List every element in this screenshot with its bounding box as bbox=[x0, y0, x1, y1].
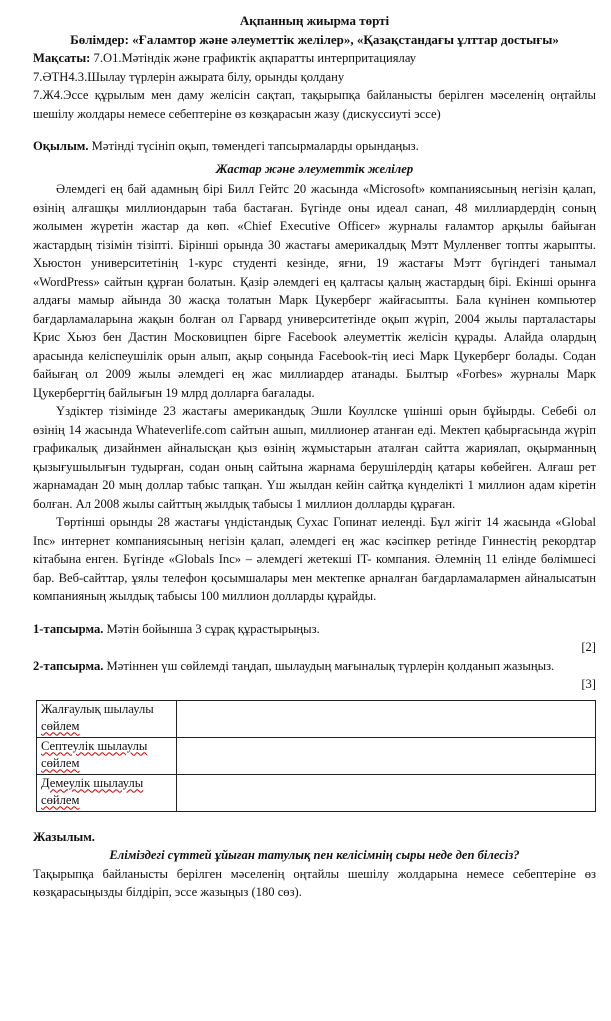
row-label-line-2: сөйлем bbox=[41, 755, 80, 770]
row-label-line-1: Демеулік шылаулы bbox=[41, 775, 144, 790]
row-label-line-1: Жалғаулық шылаулы bbox=[41, 701, 154, 716]
row-label bbox=[37, 737, 177, 774]
table-row bbox=[37, 774, 596, 811]
text-paragraph-2: Үздіктер тізімінде 23 жастағы американдық Эшли Коуллске үшінші орын бұйырды. Себебі ол өзінің 14 жасында Whateverlife.com сайтын ашып, миллионер атанған еді. Мектеп қабырғасында жүріп графикалық дизайнмен айналысқан қыз өзінің жұмыстарын аталған сайтта жариялап, оқырманның қызығушылығын тудырған, содан оның сайтына жарнама берушілердің қатары көбейген. Алғаш рет жарнамадан 20 мың доллар табыс тапқан. Үш жылдан кейін сайтқа күнделікті 1 миллион адам кіретін болған. Ал 2008 жылы сайттың жылдық табысы 1 миллион долларды құраған. bbox=[33, 404, 596, 511]
answer-cell[interactable] bbox=[176, 737, 595, 774]
reading-instruction-text: Мәтінді түсініп оқып, төмендегі тапсырмаларды орындаңыз. bbox=[88, 139, 419, 153]
row-label-line-2: сөйлем bbox=[41, 718, 80, 733]
row-label-line-1: Септеулік шылаулы bbox=[41, 738, 148, 753]
objective-1-text: 7.О1.Мәтіндік және графиктік ақпаратты интерпритациялау bbox=[90, 51, 417, 65]
row-label-line-2: сөйлем bbox=[41, 792, 80, 807]
task-2-text: Мәтіннен үш сөйлемді таңдап, шылаудың мағыналық түрлерін қолданып жазыңыз. bbox=[103, 658, 555, 673]
objective-2: 7.ӘТН4.3.Шылау түрлерін ажырата білу, орынды қолдану bbox=[33, 69, 345, 84]
task-1-score: [2] bbox=[581, 640, 596, 654]
answer-cell[interactable] bbox=[176, 774, 595, 811]
writing-instruction: Тақырыпқа байланысты берілген мәселенің оңтайлы шешілу жолдарына немесе себептеріне өз көзқарасыңызды білдіріп, эссе жазыңыз (180 сөз). bbox=[33, 866, 596, 899]
task-1 bbox=[33, 620, 596, 639]
answer-table bbox=[36, 700, 596, 812]
date-title: Ақпанның жиырма төрті bbox=[239, 13, 390, 28]
objective-3: 7.Ж4.Эссе құрылым мен даму желісін сақтап, тақырыпқа байланысты берілген мәселенің оңтайлы шешілу жолдары немесе себептеріне өз көзқарасын жазу (дискуссиуті эссе) bbox=[33, 88, 596, 121]
text-paragraph-3: Төртінші орынды 28 жастағы үндістандық Сухас Гопинат иеленді. Бұл жігіт 14 жасында «Global Inc» интернет компаниясының негізін қалап, әлемдегі ең жас кәсіпкер ретінде Гиннестің рекордтар кітабына енген. Бүгінде «Globals Inc» – әлемдегі жетекші IT- компания. Әлемнің 11 елінде бөлімшесі бар. Веб-сайттар, ұялы телефон қосымшалары мен мектепке арналған бағдарламалармен айналысатын компанияның жылдық табысы 100 миллион долларды құрайды. bbox=[33, 515, 596, 603]
sections-line: Бөлімдер: «Ғаламтор және әлеуметтік желілер», «Қазақстандағы ұлттар достығы» bbox=[70, 31, 559, 47]
text-title: Жастар және әлеуметтік желілер bbox=[215, 161, 414, 176]
reading-label: Оқылым. bbox=[33, 139, 89, 153]
task-1-text: Мәтін бойынша 3 сұрақ құрастырыңыз. bbox=[103, 621, 320, 636]
task-2-label: 2-тапсырма. bbox=[33, 658, 104, 673]
objective-1 bbox=[33, 49, 596, 68]
reading-instruction bbox=[33, 137, 596, 156]
text-paragraph-1: Әлемдегі ең бай адамның бірі Билл Гейтс 20 жасында «Microsoft» компаниясының негізін қалап, өзінің алғашқы миллиондарын таба бастаған. Бүгінде оны идеал санап, 48 миллиардердің соның жолымен жүретін жастар да көп. «Chief Executive Officer» журналы ғаламтор арқылы байыған жастардың тізімін тізіпті. Бірінші орында 30 жастағы америкалдық Мэтт Мулленвег топты жарыпты. Хьюстон университетінің 1-курс студенті кезінде, яғни, 19 жастағы Мэтт бүгіндегі танымал «WordPress» сайтын құрған болатын. Қазір әлемдегі ең қалтасы қалың жастардың бірі. Екінші орынға алдағы мамыр айында 30 жасқа толатын Марк Цукерберг жайғасыпты. Бала күнінен компьютер бағдарламаларына жақын болған ол Гарвард университетінде оқып жүріп, 2004 жылы парталастары Крис Хьюз бен Дастин Московицпен бірге Facebook әлеуметтік желісін құрады. Алайда олардың арасында келіспеушілік орын алып, ақыр соңында Facebook-тің иесі Марк Цукерберг болады. Содан байығаң ол 2009 жылы әлемдегі ең жас миллиардер атанады. Былтыр «Forbes» журналы Марк Цукербергтің байлығын 19 млрд долларға бағалады. bbox=[33, 182, 596, 400]
row-label bbox=[37, 700, 177, 737]
writing-label: Жазылым. bbox=[33, 829, 95, 844]
task-2-score: [3] bbox=[581, 677, 596, 691]
task-2 bbox=[33, 657, 596, 676]
table-row bbox=[37, 700, 596, 737]
task-1-label: 1-тапсырма. bbox=[33, 621, 104, 636]
objectives-label: Мақсаты: bbox=[33, 51, 91, 65]
writing-question: Еліміздегі сүттей ұйыған татулық пен келісімнің сыры неде деп білесіз? bbox=[109, 848, 520, 862]
row-label bbox=[37, 774, 177, 811]
table-row bbox=[37, 737, 596, 774]
answer-cell[interactable] bbox=[176, 700, 595, 737]
